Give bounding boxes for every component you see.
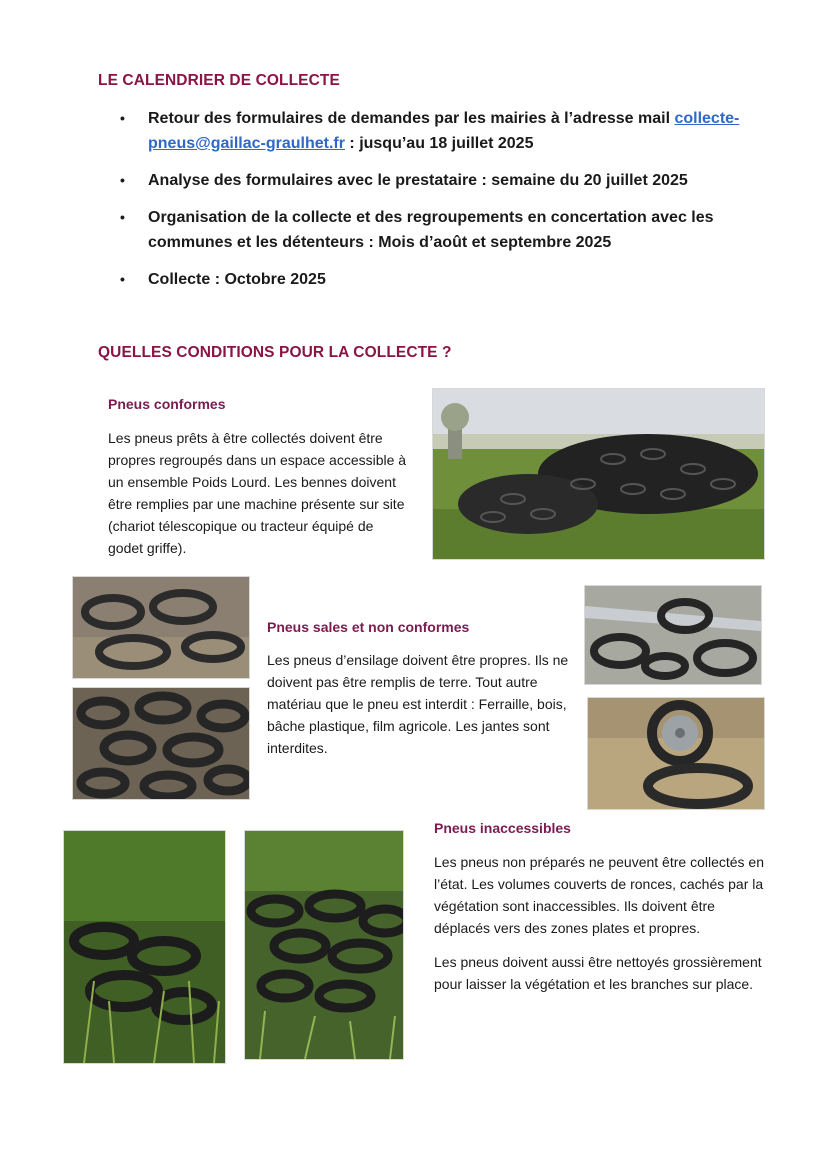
calendar-item-collecte: • Collecte : Octobre 2025 <box>120 267 760 292</box>
conformes-title: Pneus conformes <box>108 396 226 412</box>
calendar-item-analysis: • Analyse des formulaires avec le prestataire : semaine du 20 juillet 2025 <box>120 168 760 193</box>
tire-with-rim-photo <box>587 697 765 810</box>
bullet-icon: • <box>120 172 125 188</box>
dirty-tires-photo-1 <box>72 576 250 679</box>
bullet-icon: • <box>120 271 125 287</box>
calendar-heading: LE CALENDRIER DE COLLECTE <box>98 72 340 89</box>
inaccessibles-text-1: Les pneus non préparés ne peuvent être collectés en l’état. Les volumes couverts de ronces, cachés par la végétation sont inaccessibles. Ils doivent être déplacés vers des zones plates et propres. <box>434 854 765 936</box>
inaccessibles-title: Pneus inaccessibles <box>434 820 571 836</box>
conditions-heading: QUELLES CONDITIONS POUR LA COLLECTE ? <box>98 344 452 361</box>
bullet-icon: • <box>120 209 125 225</box>
sales-text: Les pneus d’ensilage doivent être propres. Ils ne doivent pas être remplis de terre. Tout autre matériau que le pneu est interdit : Ferraille, bois, bâche plastique, film agricole. Les jantes sont interdites. <box>267 652 569 756</box>
sales-title: Pneus sales et non conformes <box>267 619 470 635</box>
tire-pile-field-photo <box>432 388 765 560</box>
scrap-metal-tires-photo <box>584 585 762 685</box>
bullet-icon: • <box>120 110 125 126</box>
inaccessibles-text-2: Les pneus doivent aussi être nettoyés grossièrement pour laisser la végétation et les branches sur place. <box>434 954 762 992</box>
email-link[interactable]: collecte-pneus@gaillac-graulhet.fr <box>148 110 740 152</box>
calendar-item-forms-return: • Retour des formulaires de demandes par les mairies à l’adresse mail collecte-pneus@gaillac-graulhet.fr : jusqu’au 18 juillet 2025 <box>120 106 760 156</box>
calendar-item-organisation: • Organisation de la collecte et des regroupements en concertation avec les communes et les détenteurs : Mois d’août et septembre 2025 <box>120 205 760 255</box>
dirty-tires-photo-2 <box>72 687 250 800</box>
overgrown-tires-photo-2 <box>244 830 404 1060</box>
conformes-text: Les pneus prêts à être collectés doivent être propres regroupés dans un espace accessible à un ensemble Poids Lourd. Les bennes doivent être remplies par une machine présente sur site (chariot télescopique ou tracteur équipé de godet griffe). <box>108 430 407 556</box>
calendar-list <box>120 106 760 304</box>
overgrown-tires-photo-1 <box>63 830 226 1064</box>
